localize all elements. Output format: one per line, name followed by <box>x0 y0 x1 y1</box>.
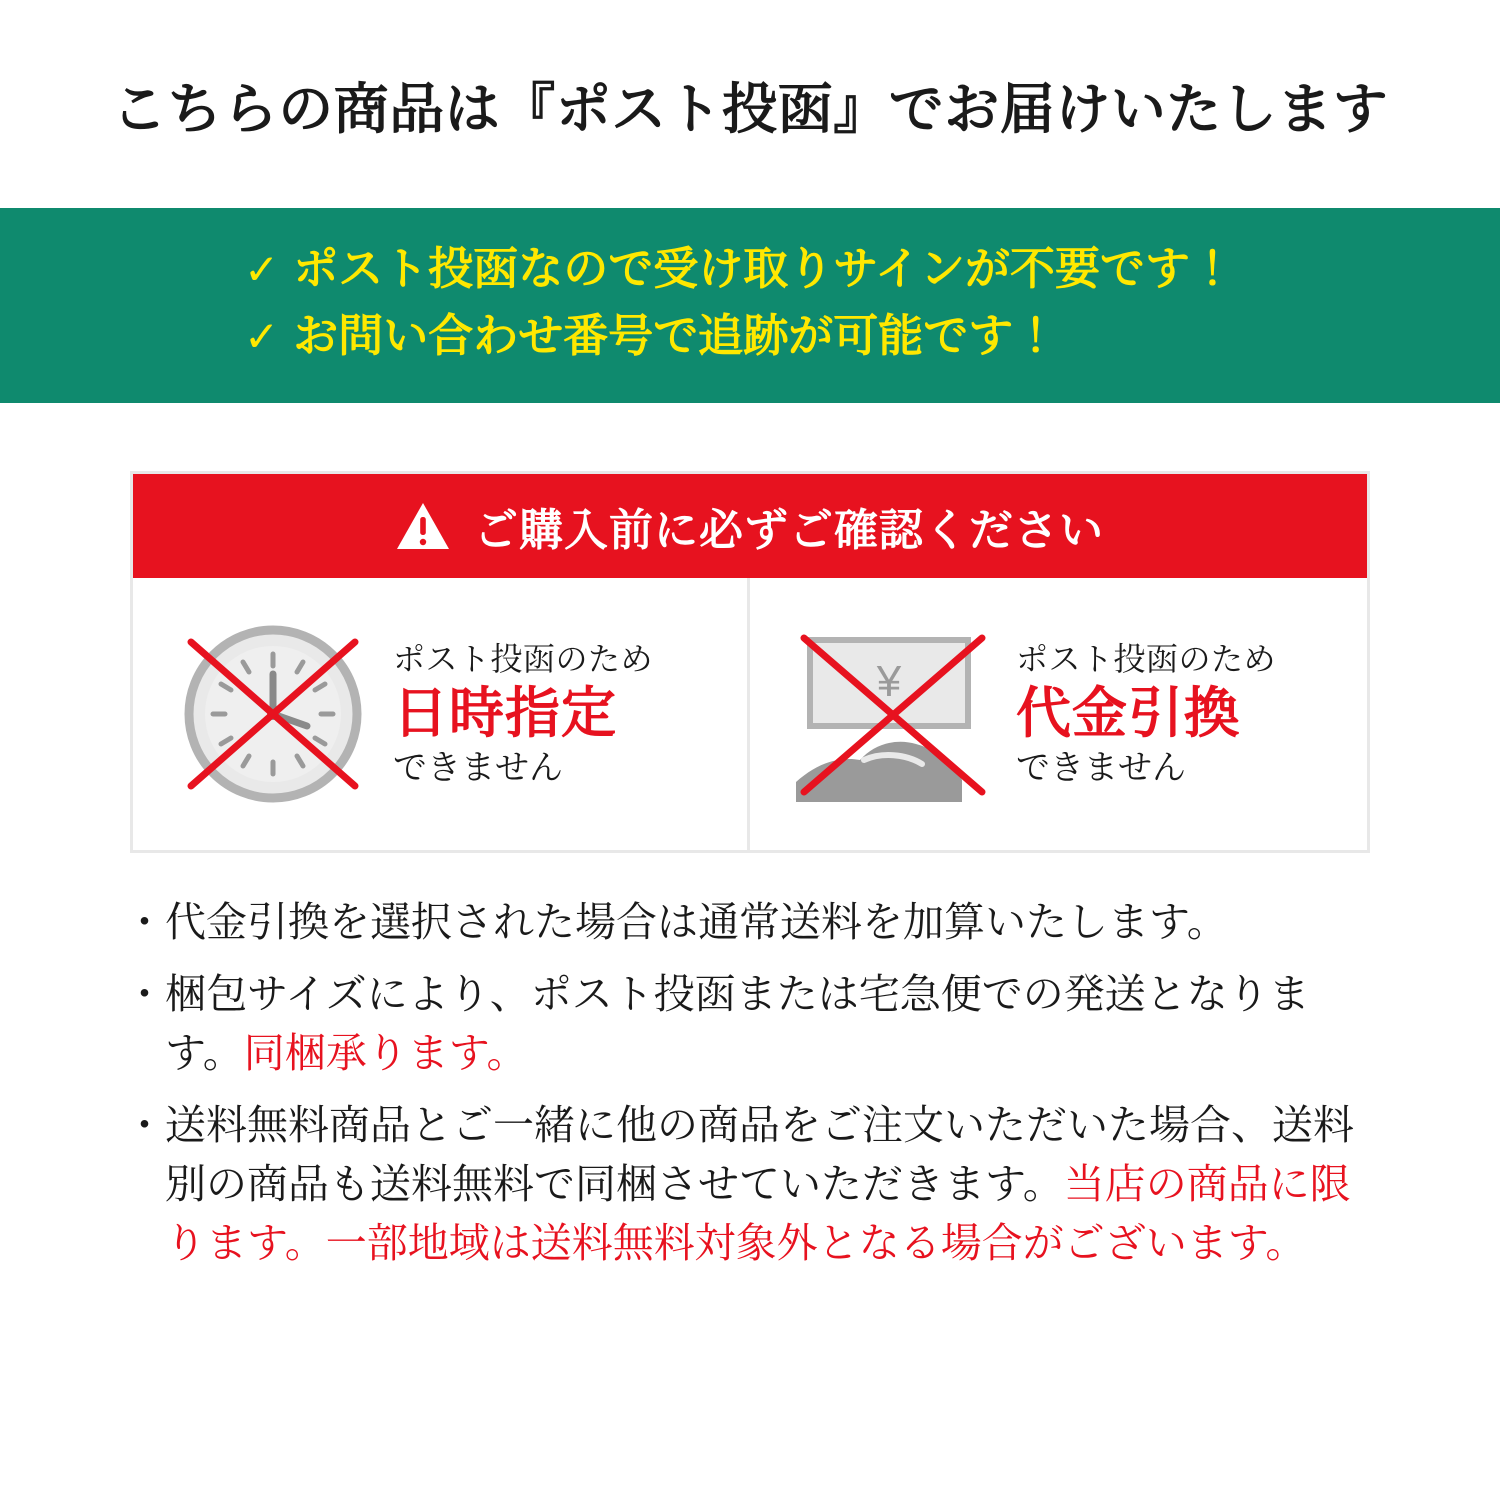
cash-on-delivery-icon <box>786 614 1006 814</box>
page-title: こちらの商品は『ポスト投函』でお届けいたします <box>111 77 1389 140</box>
warning-items <box>133 578 1367 850</box>
warning-item-suffix: できません <box>1016 748 1186 787</box>
benefit-line-2 <box>0 303 1500 370</box>
warning-item-date-time <box>133 578 750 850</box>
benefit-text-1: ポスト投函なので受け取りサインが不要です！ <box>293 243 1236 294</box>
clock-icon <box>163 614 383 814</box>
warning-item-reason: ポスト投函のため <box>1016 640 1277 677</box>
note-body <box>165 893 1376 952</box>
warning-item-label: 日時指定 <box>393 682 618 745</box>
bullet-icon: ・ <box>124 1101 165 1148</box>
warning-item-date-time-text <box>383 642 653 787</box>
page-header <box>0 0 1500 208</box>
check-icon: ✓ <box>244 246 280 293</box>
benefit-line-1 <box>0 236 1500 303</box>
warning-item-cod <box>750 578 1367 850</box>
list-item <box>124 893 1376 952</box>
note-segment-highlight: 同梱承ります。 <box>243 1030 528 1077</box>
note-segment: 梱包サイズにより、ポスト投函または宅急便での発送となります。 <box>165 970 1310 1077</box>
note-body <box>165 965 1376 1084</box>
warning-item-suffix: できません <box>393 748 563 787</box>
list-item <box>124 965 1376 1084</box>
note-segment: 送料無料商品とご一緒に他の商品をご注文いただいた場合、送料別の商品も送料無料で同梱させていただきます。 <box>165 1101 1354 1207</box>
warning-box <box>130 471 1370 853</box>
warning-item-reason: ポスト投函のため <box>393 640 654 677</box>
bullet-icon: ・ <box>124 899 165 946</box>
warning-item-label: 代金引換 <box>1016 682 1241 745</box>
note-segment: 代金引換を選択された場合は通常送料を加算いたします。 <box>165 899 1228 946</box>
warning-item-cod-text <box>1006 642 1276 787</box>
list-item <box>124 1096 1376 1274</box>
bullet-icon: ・ <box>124 970 165 1017</box>
notes-list <box>124 893 1376 1274</box>
note-segment-highlight: 当店の商品に限ります。一部地域は送料無料対象外となる場合がございます。 <box>165 1160 1351 1267</box>
svg-text:¥: ¥ <box>876 657 902 707</box>
warning-header <box>133 474 1367 578</box>
benefit-text-2: お問い合わせ番号で追跡が可能です！ <box>293 309 1059 361</box>
note-body <box>165 1096 1376 1274</box>
warning-heading: ご購入前に必ずご確認ください <box>474 506 1104 556</box>
warning-triangle-icon <box>396 501 450 551</box>
benefits-band <box>0 208 1500 403</box>
check-icon: ✓ <box>244 312 280 360</box>
